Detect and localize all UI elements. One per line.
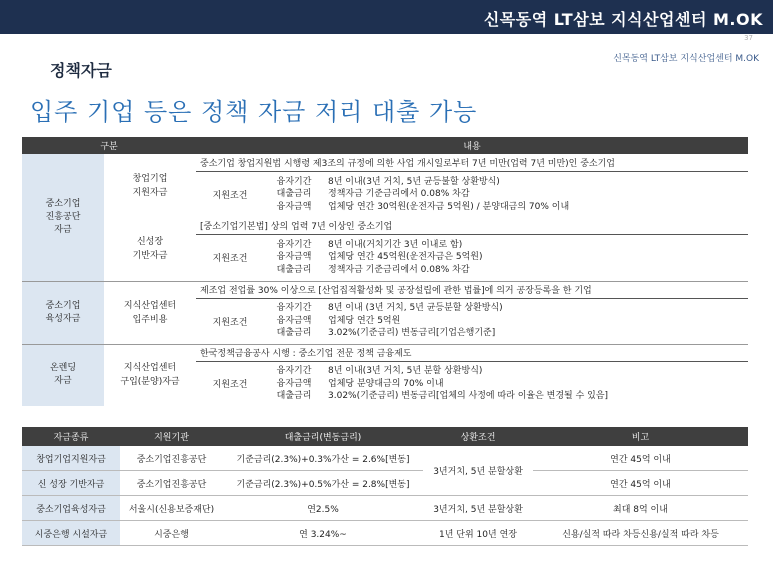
col-fund-type: 자금종류: [22, 427, 120, 446]
table-row: 신 성장 기반자금 중소기업진흥공단 기준금리(2.3%)+0.5%가산 = 2.8%[변동] 연간 45억 이내: [22, 471, 748, 496]
header-subtitle: 신목동역 LT삼보 지식산업센터 M.OK: [613, 54, 759, 64]
group2-condition-label: 지원조건: [196, 298, 264, 344]
fund1-description: 중소기업 창업지원법 시행령 제3조의 규정에 의한 사업 개시일로부터 7년 미만(업력 7년 미만)인 중소기업: [196, 154, 748, 171]
group2-category: 중소기업 육성자금: [22, 281, 104, 344]
header-category: 구분: [22, 137, 196, 154]
fund1-values: 8년 이내(3년 거치, 5년 균등불할 상환방식) 정책자금 기준금리에서 0.08% 차감 업체당 연간 30억원(운전자금 5억원) / 분양대금의 70% 이내: [328, 176, 570, 212]
fund2-values: 8년 이내(거치기간 3년 이내로 함) 업체당 연간 45억원(운전자금은 5억원) 정책자금 기준금리에서 0.08% 차감: [324, 234, 748, 281]
fund2-description: [중소기업기본법] 상의 업력 7년 이상인 중소기업: [196, 217, 748, 234]
fund2-name: 신성장 기반자금: [104, 217, 196, 281]
group3-fund-name: 지식산업센터 구입(분양)자금: [120, 363, 180, 388]
col-rate: 대출금리(변동금리): [223, 427, 423, 446]
fund1-labels: 융자기간 대출금리 융자금액: [276, 176, 312, 212]
group2-values: 8년 이내 (3년 거치, 5년 균등분할 상환방식) 업체당 연간 5억원 3.02%(기준금리) 변동금리[기업은행기준]: [324, 298, 748, 344]
comparison-table: [22, 427, 748, 546]
col-repayment: 상환조건: [423, 427, 533, 446]
group3-labels: 융자기간 융자금액 대출금리: [276, 366, 312, 401]
fund2-condition-label: 지원조건: [196, 234, 264, 281]
table-row: 중소기업육성자금 서울시(신용보증재단) 연2.5% 3년거치, 5년 분할상환 최대 8억 이내: [22, 496, 748, 521]
headline: 입주 기업 등은 정책 자금 저리 대출 가능: [30, 98, 478, 126]
section-title: 정책자금: [50, 61, 112, 80]
top-banner: [0, 0, 773, 34]
table-row: 시중은행 시설자금 시중은행 연 3.24%~ 1년 단위 10년 연장 신용/실적 따라 차등신용/실적 따라 차등: [22, 521, 748, 546]
policy-table-header: [22, 137, 748, 154]
policy-fund-table: [22, 137, 748, 406]
col-note: 비고: [533, 427, 748, 446]
header-content: 내용: [196, 137, 748, 154]
group3-condition-label: 지원조건: [212, 380, 248, 391]
group1-category: 중소기업 진흥공단 자금: [22, 154, 104, 281]
group3-description: 한국정책금융공사 시행 : 중소기업 전문 정책 금융제도: [196, 344, 748, 361]
col-agency: 지원기관: [120, 427, 223, 446]
page-number: 37: [744, 34, 753, 42]
group3-values: 8년 이내(3년 거치, 5년 분할 상환방식) 업체당 분양대금의 70% 이내 3.02%(기준금리) 변동금리[업체의 사정에 따라 이율은 변경될 수 있음]: [328, 366, 609, 401]
table-row: 창업기업지원자금 중소기업진흥공단 기준금리(2.3%)+0.3%가산 = 2.6%[변동] 3년거치, 5년 분할상환 연간 45억 이내: [22, 446, 748, 471]
group2-description: 제조업 전업률 30% 이상으로 [산업집적활성화 및 공장설립에 관한 법률]에 의거 공장등록을 한 기업: [196, 281, 748, 298]
fund2-labels: 융자기간 융자금액 대출금리: [264, 234, 324, 281]
building-title: 신목동역 LT삼보 지식산업센터 M.OK: [483, 10, 763, 29]
fund1-name: 창업기업 지원자금: [132, 173, 168, 198]
comparison-header-row: [22, 427, 748, 446]
group2-labels: 융자기간 융자금액 대출금리: [264, 298, 324, 344]
fund1-condition-label: 지원조건: [212, 190, 248, 201]
group2-fund-name: 지식산업센터 입주비용: [104, 281, 196, 344]
group3-category: 온렌딩 자금: [22, 344, 104, 406]
